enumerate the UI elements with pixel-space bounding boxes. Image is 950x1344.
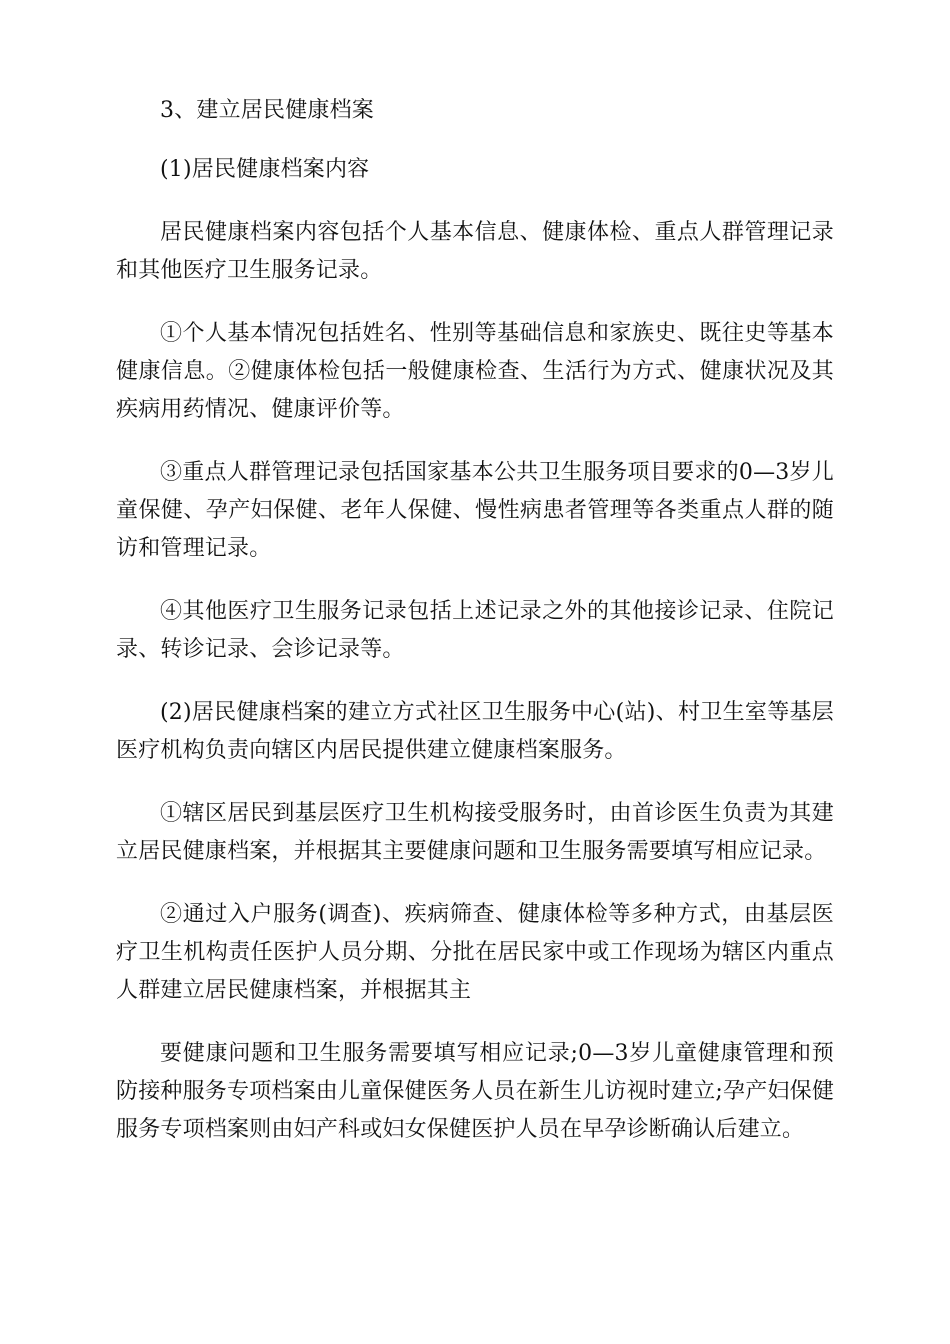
subsection-heading-content: (1)居民健康档案内容 xyxy=(160,157,370,182)
paragraph-basic-info-and-checkup: ①个人基本情况包括姓名、性别等基础信息和家族史、既往史等基本健康信息。②健康体检包括一般健康检查、生活行为方式、健康状况及其疾病用药情况、健康评价等。 xyxy=(116,321,834,422)
paragraph-key-population-records: ③重点人群管理记录包括国家基本公共卫生服务项目要求的0—3岁儿童保健、孕产妇保健、老年人保健、慢性病患者管理等各类重点人群的随访和管理记录。 xyxy=(116,460,834,561)
paragraph-first-visit-establishment: ①辖区居民到基层医疗卫生机构接受服务时，由首诊医生负责为其建立居民健康档案，并根据其主要健康问题和卫生服务需要填写相应记录。 xyxy=(116,801,834,864)
paragraph-outreach-establishment: ②通过入户服务(调查)、疾病筛查、健康体检等多种方式，由基层医疗卫生机构责任医护人员分期、分批在居民家中或工作现场为辖区内重点人群建立居民健康档案，并根据其主 xyxy=(116,902,834,1003)
paragraph-other-service-records: ④其他医疗卫生服务记录包括上述记录之外的其他接诊记录、住院记录、转诊记录、会诊记录等。 xyxy=(116,599,834,662)
subsection-heading-establishment: (2)居民健康档案的建立方式社区卫生服务中心(站)、村卫生室等基层医疗机构负责向辖区内居民提供建立健康档案服务。 xyxy=(116,700,834,763)
document-body xyxy=(116,92,834,1149)
section-title: 3、建立居民健康档案 xyxy=(160,98,374,123)
paragraph-content-overview: 居民健康档案内容包括个人基本信息、健康体检、重点人群管理记录和其他医疗卫生服务记录。 xyxy=(116,220,834,283)
paragraph-special-records: 要健康问题和卫生服务需要填写相应记录;0—3岁儿童健康管理和预防接种服务专项档案由儿童保健医务人员在新生儿访视时建立;孕产妇保健服务专项档案则由妇产科或妇女保健医护人员在早孕诊断确认后建立。 xyxy=(116,1041,835,1142)
